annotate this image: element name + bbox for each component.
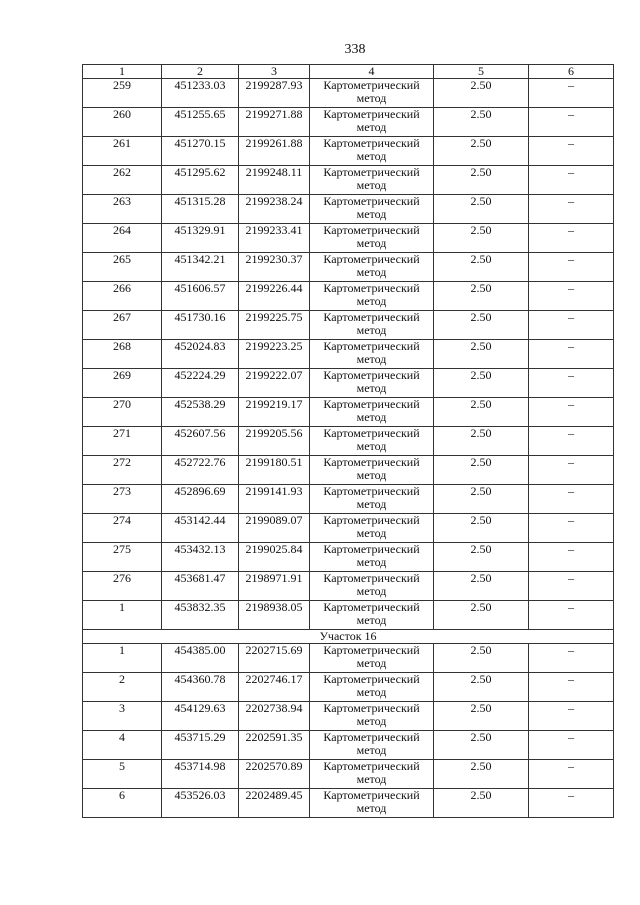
method-line-2: метод [356,714,387,728]
point-number-cell: 274 [83,514,162,543]
point-number-cell: 275 [83,543,162,572]
method-cell [310,673,434,702]
method-cell [310,731,434,760]
accuracy-cell: 2.50 [434,485,529,514]
table-row [83,108,614,137]
point-number-cell: 260 [83,108,162,137]
table-row [83,427,614,456]
x-coordinate-cell: 451255.65 [162,108,239,137]
note-cell: – [529,601,614,630]
method-line-1: Картометрический [323,78,420,92]
y-coordinate-cell: 2199230.37 [239,253,310,282]
accuracy-cell: 2.50 [434,702,529,731]
y-coordinate-cell: 2199248.11 [239,166,310,195]
section-title: Участок 16 [83,630,614,644]
y-coordinate-cell: 2202570.89 [239,760,310,789]
accuracy-cell: 2.50 [434,79,529,108]
note-cell: – [529,166,614,195]
accuracy-cell: 2.50 [434,760,529,789]
method-line-2: метод [356,410,387,424]
x-coordinate-cell: 452896.69 [162,485,239,514]
accuracy-cell: 2.50 [434,427,529,456]
method-line-1: Картометрический [323,397,420,411]
point-number-cell: 6 [83,789,162,818]
x-coordinate-cell: 452722.76 [162,456,239,485]
y-coordinate-cell: 2199233.41 [239,224,310,253]
note-cell: – [529,673,614,702]
page-number: 338 [344,42,366,57]
method-line-1: Картометрический [323,310,420,324]
point-number-cell: 262 [83,166,162,195]
point-number-cell: 1 [83,644,162,673]
point-number-cell: 276 [83,572,162,601]
point-number-cell: 271 [83,427,162,456]
y-coordinate-cell: 2199271.88 [239,108,310,137]
x-coordinate-cell: 453832.35 [162,601,239,630]
method-cell [310,311,434,340]
point-number-cell: 1 [83,601,162,630]
method-cell [310,543,434,572]
note-cell: – [529,572,614,601]
method-cell [310,702,434,731]
method-line-1: Картометрический [323,368,420,382]
accuracy-cell: 2.50 [434,644,529,673]
method-cell [310,340,434,369]
table-row [83,398,614,427]
method-line-2: метод [356,207,387,221]
method-line-2: метод [356,743,387,757]
y-coordinate-cell: 2199025.84 [239,543,310,572]
y-coordinate-cell: 2199219.17 [239,398,310,427]
point-number-cell: 263 [83,195,162,224]
table-row [83,789,614,818]
point-number-cell: 268 [83,340,162,369]
point-number-cell: 4 [83,731,162,760]
accuracy-cell: 2.50 [434,673,529,702]
x-coordinate-cell: 453142.44 [162,514,239,543]
accuracy-cell: 2.50 [434,543,529,572]
method-line-2: метод [356,801,387,815]
y-coordinate-cell: 2202591.35 [239,731,310,760]
note-cell: – [529,485,614,514]
x-coordinate-cell: 451342.21 [162,253,239,282]
method-line-1: Картометрический [323,643,420,657]
accuracy-cell: 2.50 [434,108,529,137]
accuracy-cell: 2.50 [434,340,529,369]
method-line-2: метод [356,584,387,598]
method-cell [310,572,434,601]
method-line-1: Картометрический [323,165,420,179]
table-row [83,166,614,195]
method-cell [310,137,434,166]
y-coordinate-cell: 2198971.91 [239,572,310,601]
table-row [83,253,614,282]
note-cell: – [529,543,614,572]
header-cell-5: 5 [434,65,529,79]
x-coordinate-cell: 452024.83 [162,340,239,369]
table-row [83,369,614,398]
note-cell: – [529,369,614,398]
method-line-2: метод [356,91,387,105]
point-number-cell: 265 [83,253,162,282]
method-cell [310,224,434,253]
method-cell [310,166,434,195]
note-cell: – [529,195,614,224]
x-coordinate-cell: 451730.16 [162,311,239,340]
y-coordinate-cell: 2199238.24 [239,195,310,224]
x-coordinate-cell: 451315.28 [162,195,239,224]
x-coordinate-cell: 452607.56 [162,427,239,456]
table-row [83,311,614,340]
accuracy-cell: 2.50 [434,369,529,398]
method-line-2: метод [356,323,387,337]
method-line-2: метод [356,120,387,134]
note-cell: – [529,311,614,340]
point-number-cell: 259 [83,79,162,108]
header-cell-3: 3 [239,65,310,79]
y-coordinate-cell: 2199180.51 [239,456,310,485]
point-number-cell: 266 [83,282,162,311]
method-line-1: Картометрический [323,194,420,208]
method-cell [310,485,434,514]
method-line-2: метод [356,265,387,279]
x-coordinate-cell: 453681.47 [162,572,239,601]
accuracy-cell: 2.50 [434,195,529,224]
x-coordinate-cell: 451329.91 [162,224,239,253]
note-cell: – [529,253,614,282]
table-row [83,601,614,630]
note-cell: – [529,79,614,108]
y-coordinate-cell: 2199226.44 [239,282,310,311]
table-row [83,514,614,543]
y-coordinate-cell: 2202489.45 [239,789,310,818]
table-row [83,137,614,166]
coordinates-table [82,64,614,818]
point-number-cell: 3 [83,702,162,731]
table-row [83,79,614,108]
point-number-cell: 2 [83,673,162,702]
method-cell [310,282,434,311]
table-row [83,282,614,311]
method-line-1: Картометрический [323,426,420,440]
method-line-1: Картометрический [323,600,420,614]
accuracy-cell: 2.50 [434,456,529,485]
method-cell [310,253,434,282]
x-coordinate-cell: 451233.03 [162,79,239,108]
accuracy-cell: 2.50 [434,731,529,760]
method-line-1: Картометрический [323,455,420,469]
table-row [83,644,614,673]
point-number-cell: 269 [83,369,162,398]
table-body [83,65,614,818]
x-coordinate-cell: 451295.62 [162,166,239,195]
note-cell: – [529,644,614,673]
method-line-2: метод [356,772,387,786]
method-cell [310,427,434,456]
point-number-cell: 270 [83,398,162,427]
x-coordinate-cell: 454385.00 [162,644,239,673]
header-cell-1: 1 [83,65,162,79]
note-cell: – [529,340,614,369]
y-coordinate-cell: 2199223.25 [239,340,310,369]
header-cell-2: 2 [162,65,239,79]
method-line-1: Картометрический [323,513,420,527]
x-coordinate-cell: 452224.29 [162,369,239,398]
table-row [83,702,614,731]
y-coordinate-cell: 2199261.88 [239,137,310,166]
method-line-1: Картометрический [323,788,420,802]
method-line-2: метод [356,352,387,366]
method-cell [310,601,434,630]
method-cell [310,108,434,137]
x-coordinate-cell: 452538.29 [162,398,239,427]
point-number-cell: 273 [83,485,162,514]
accuracy-cell: 2.50 [434,166,529,195]
accuracy-cell: 2.50 [434,224,529,253]
method-line-2: метод [356,685,387,699]
section-row [83,630,614,644]
x-coordinate-cell: 453432.13 [162,543,239,572]
accuracy-cell: 2.50 [434,282,529,311]
note-cell: – [529,789,614,818]
y-coordinate-cell: 2199287.93 [239,79,310,108]
header-cell-6: 6 [529,65,614,79]
y-coordinate-cell: 2199222.07 [239,369,310,398]
method-line-2: метод [356,381,387,395]
method-line-1: Картометрический [323,759,420,773]
accuracy-cell: 2.50 [434,601,529,630]
note-cell: – [529,760,614,789]
method-line-1: Картометрический [323,281,420,295]
table-row [83,485,614,514]
x-coordinate-cell: 454360.78 [162,673,239,702]
table-row [83,572,614,601]
method-line-1: Картометрический [323,701,420,715]
note-cell: – [529,108,614,137]
method-line-2: метод [356,526,387,540]
y-coordinate-cell: 2202738.94 [239,702,310,731]
y-coordinate-cell: 2199205.56 [239,427,310,456]
note-cell: – [529,282,614,311]
table-row [83,224,614,253]
method-line-1: Картометрический [323,136,420,150]
method-cell [310,760,434,789]
table-row [83,760,614,789]
accuracy-cell: 2.50 [434,311,529,340]
method-line-2: метод [356,468,387,482]
method-line-2: метод [356,236,387,250]
note-cell: – [529,398,614,427]
x-coordinate-cell: 453526.03 [162,789,239,818]
accuracy-cell: 2.50 [434,789,529,818]
method-line-2: метод [356,149,387,163]
method-line-2: метод [356,178,387,192]
point-number-cell: 267 [83,311,162,340]
x-coordinate-cell: 451606.57 [162,282,239,311]
method-cell [310,398,434,427]
header-cell-4: 4 [310,65,434,79]
x-coordinate-cell: 453714.98 [162,760,239,789]
method-line-1: Картометрический [323,252,420,266]
method-line-1: Картометрический [323,730,420,744]
note-cell: – [529,137,614,166]
table-row [83,195,614,224]
accuracy-cell: 2.50 [434,398,529,427]
x-coordinate-cell: 454129.63 [162,702,239,731]
accuracy-cell: 2.50 [434,572,529,601]
method-cell [310,789,434,818]
accuracy-cell: 2.50 [434,514,529,543]
x-coordinate-cell: 453715.29 [162,731,239,760]
method-line-1: Картометрический [323,339,420,353]
y-coordinate-cell: 2199141.93 [239,485,310,514]
note-cell: – [529,702,614,731]
note-cell: – [529,456,614,485]
table-row [83,456,614,485]
point-number-cell: 261 [83,137,162,166]
point-number-cell: 272 [83,456,162,485]
y-coordinate-cell: 2198938.05 [239,601,310,630]
table-row [83,543,614,572]
method-line-1: Картометрический [323,672,420,686]
method-cell [310,79,434,108]
method-line-2: метод [356,613,387,627]
table-row [83,673,614,702]
note-cell: – [529,514,614,543]
method-line-2: метод [356,294,387,308]
method-line-1: Картометрический [323,223,420,237]
x-coordinate-cell: 451270.15 [162,137,239,166]
method-cell [310,369,434,398]
method-line-2: метод [356,555,387,569]
note-cell: – [529,224,614,253]
method-cell [310,514,434,543]
method-line-1: Картометрический [323,542,420,556]
table-header-row [83,65,614,79]
accuracy-cell: 2.50 [434,137,529,166]
y-coordinate-cell: 2199089.07 [239,514,310,543]
table-row [83,340,614,369]
method-line-1: Картометрический [323,484,420,498]
method-cell [310,195,434,224]
note-cell: – [529,427,614,456]
method-line-2: метод [356,497,387,511]
method-line-1: Картометрический [323,107,420,121]
accuracy-cell: 2.50 [434,253,529,282]
table-row [83,731,614,760]
point-number-cell: 264 [83,224,162,253]
y-coordinate-cell: 2202746.17 [239,673,310,702]
method-line-2: метод [356,439,387,453]
y-coordinate-cell: 2202715.69 [239,644,310,673]
note-cell: – [529,731,614,760]
y-coordinate-cell: 2199225.75 [239,311,310,340]
point-number-cell: 5 [83,760,162,789]
method-line-1: Картометрический [323,571,420,585]
method-line-2: метод [356,656,387,670]
method-cell [310,456,434,485]
method-cell [310,644,434,673]
